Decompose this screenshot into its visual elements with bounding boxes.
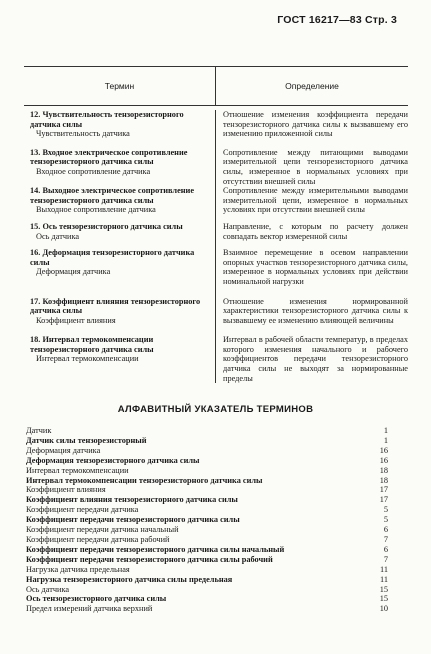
term-short-form: Ось датчика	[36, 231, 80, 241]
index-page-number: 15	[379, 584, 388, 594]
column-header-term: Термин	[24, 67, 216, 105]
table-row	[24, 148, 408, 186]
term-short-form: Входное сопротивление датчика	[36, 166, 151, 176]
index-page-number: 18	[379, 465, 388, 475]
index-page-number: 1	[383, 426, 388, 435]
table-row	[24, 186, 408, 215]
index-term: Датчик	[26, 426, 52, 435]
index-term: Интервал термокомпенсации	[26, 465, 129, 475]
index-page-number: 15	[379, 594, 388, 604]
term-name: 17. Коэффициент влияния тензорезисторного датчика силы	[30, 296, 201, 316]
index-entry	[26, 495, 388, 505]
table-row	[24, 335, 408, 383]
index-entry	[26, 485, 388, 495]
index-term: Деформация датчика	[26, 445, 101, 455]
index-page-number: 10	[379, 604, 388, 614]
index-page-number: 6	[383, 544, 388, 554]
index-term: Нагрузка тензорезисторного датчика силы предельная	[26, 574, 233, 584]
index-entry	[26, 436, 388, 446]
index-entry	[26, 575, 388, 585]
index-entry	[26, 604, 388, 614]
index-entry	[26, 515, 388, 525]
definition-cell: Направление, с которым по расчету должен совпадать вектор измеренной силы	[223, 221, 408, 241]
term-cell	[24, 110, 215, 139]
index-term: Нагрузка датчика предельная	[26, 564, 130, 574]
term-name: 13. Входное электрическое сопротивление тензорезисторного датчика силы	[30, 147, 188, 167]
table-row	[24, 297, 408, 326]
term-cell	[24, 335, 215, 383]
term-cell	[24, 148, 215, 186]
index-page-number: 17	[379, 485, 388, 495]
index-page-number: 18	[379, 475, 388, 485]
table-row	[24, 110, 408, 139]
index-term: Датчик силы тензорезисторный	[26, 435, 147, 445]
index-title: АЛФАВИТНЫЙ УКАЗАТЕЛЬ ТЕРМИНОВ	[117, 404, 314, 415]
definition-cell: Отношение изменения коэффициента передачи тензорезисторного датчика силы к вызвавшему его изменению приложенной силы	[223, 110, 408, 139]
index-entry	[26, 585, 388, 595]
index-term: Коэффициент влияния	[26, 485, 106, 495]
index-page-number: 17	[379, 495, 388, 505]
index-page-number: 16	[379, 455, 388, 465]
term-short-form: Коэффициент влияния	[36, 315, 116, 325]
table-row	[24, 248, 408, 286]
index-term: Ось датчика	[26, 584, 70, 594]
term-cell	[24, 248, 215, 286]
definition-cell: Отношение изменения нормированной характеристики тензорезисторного датчика силы к вызвавшему ее изменению влияющей величины	[223, 296, 408, 325]
term-name: 14. Выходное электрическое сопротивление тензорезисторного датчика силы	[30, 186, 195, 205]
index-entry	[26, 446, 388, 456]
term-short-form: Интервал термокомпенсации	[36, 354, 139, 364]
index-page-number: 5	[383, 515, 388, 525]
index-entry	[26, 555, 388, 565]
index-page-number: 7	[383, 534, 388, 544]
index-term: Коэффициент передачи тензорезисторного датчика силы начальный	[26, 544, 285, 554]
index-term: Коэффициент передачи датчика начальный	[26, 525, 179, 535]
index-entry	[26, 565, 388, 575]
column-divider	[215, 110, 216, 383]
index-page-number: 11	[380, 574, 388, 584]
column-header-definition: Определение	[285, 81, 339, 91]
index-term: Коэффициент передачи тензорезисторного датчика силы	[26, 515, 240, 525]
index-entry	[26, 535, 388, 545]
term-short-form: Чувствительность датчика	[36, 129, 130, 139]
index-entry	[26, 426, 388, 436]
index-term: Предел измерений датчика верхний	[26, 604, 153, 614]
term-name: 18. Интервал термокомпенсации тензорезисторного датчика силы	[30, 335, 154, 354]
index-entry	[26, 525, 388, 535]
index-page-number: 1	[383, 435, 388, 445]
term-cell	[24, 186, 215, 215]
index-term: Деформация тензорезисторного датчика силы	[26, 455, 200, 465]
index-term: Интервал термокомпенсации тензорезисторного датчика силы	[26, 475, 263, 485]
definition-cell: Взаимное перемещение в осевом направлении опорных участков тензорезисторного датчика силы, измеренное в нормальных условиях при действии номинальной нагрузки	[223, 248, 408, 286]
page-header: ГОСТ 16217—83 Стр. 3	[277, 14, 397, 26]
definition-cell: Интервал в рабочей области температур, в пределах которого изменения начального и рабочего коэффициентов передачи тензорезисторного датчика силы не выходят за нормированные пределы	[223, 335, 408, 383]
index-page-number: 7	[383, 554, 388, 564]
term-name: 12. Чувствительность тензорезисторного датчика силы	[30, 110, 184, 129]
index-entry	[26, 594, 388, 604]
term-name: 16. Деформация тензорезисторного датчика силы	[30, 248, 195, 267]
table-body	[24, 110, 408, 383]
term-name: 15. Ось тензорезисторного датчика силы	[30, 221, 183, 231]
index-page-number: 16	[379, 445, 388, 455]
table-row	[24, 222, 408, 241]
terms-table	[24, 66, 408, 383]
definition-cell: Сопротивление между измерительными выводами измерительной цепи, измеренное в нормальных условиях при отсутствии внешней силы	[223, 186, 408, 215]
term-short-form: Деформация датчика	[36, 267, 111, 277]
index-page-number: 6	[383, 525, 388, 535]
index-list	[26, 426, 388, 614]
term-short-form: Выходное сопротивление датчика	[36, 205, 156, 215]
table-header	[24, 66, 408, 106]
index-page-number: 5	[383, 505, 388, 515]
index-entry	[26, 456, 388, 466]
index-page-number: 11	[380, 564, 388, 574]
index-term: Ось тензорезисторного датчика силы	[26, 594, 167, 604]
index-entry	[26, 476, 388, 486]
term-cell	[24, 297, 215, 326]
index-entry	[26, 466, 388, 476]
index-entry	[26, 505, 388, 515]
term-cell	[24, 222, 215, 241]
index-term: Коэффициент передачи датчика рабочий	[26, 534, 170, 544]
index-term: Коэффициент влияния тензорезисторного датчика силы	[26, 495, 238, 505]
index-term: Коэффициент передачи тензорезисторного датчика силы рабочий	[26, 554, 273, 564]
definition-cell: Сопротивление между питающими выводами измерительной цепи тензорезисторного датчика силы, измеренное в нормальных условиях при отсутствии внешней силы	[223, 147, 408, 186]
index-entry	[26, 545, 388, 555]
index-term: Коэффициент передачи датчика	[26, 505, 139, 515]
